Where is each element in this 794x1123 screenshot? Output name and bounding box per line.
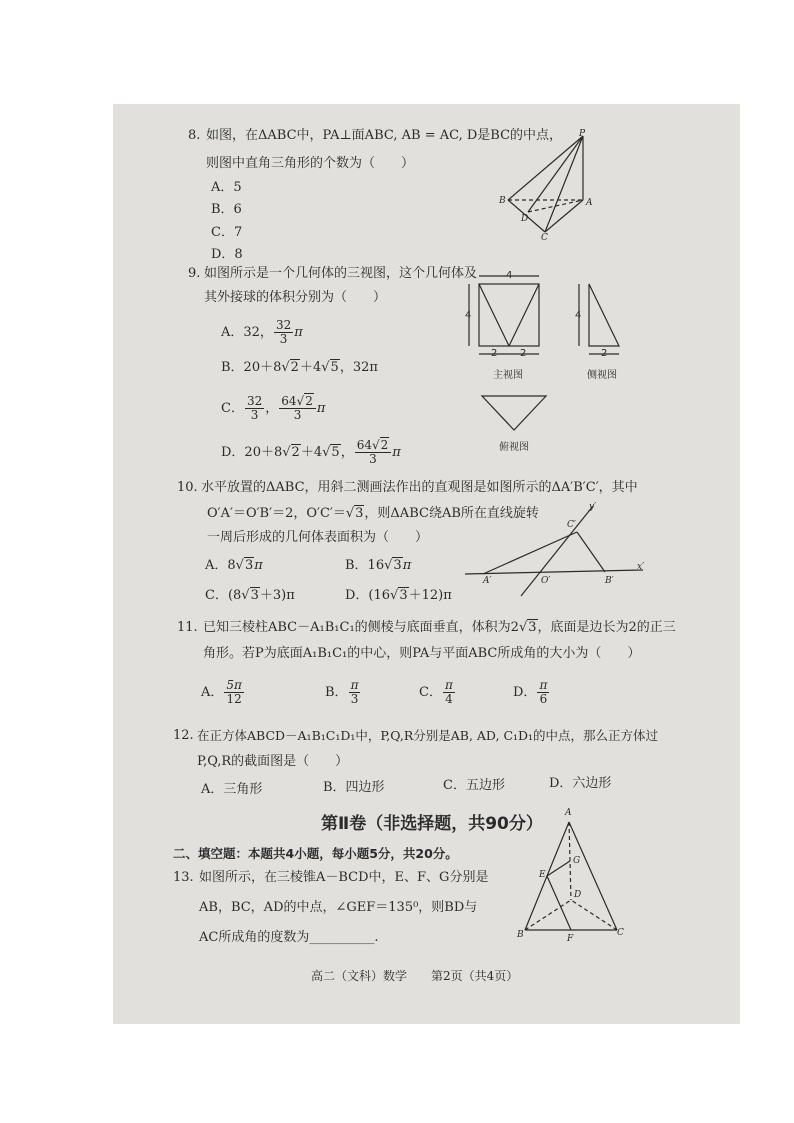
q9-option-c: C． $\frac{32}{3}$ ， $\frac{64√2}{3}$ π (221, 394, 326, 422)
q10-option-b: B．16√3π (345, 558, 412, 573)
q11-line2: 角形。若P为底面A₁B₁C₁的中心，则PA与平面ABC所成角的大小为（ ） (203, 646, 641, 661)
q8-line1: 如图，在ΔABC中，PA⊥面ABC, AB = AC, D是BC的中点， (206, 128, 563, 143)
fill-in-section-header: 二、填空题：本题共4小题，每小题5分，共20分。 (173, 846, 458, 861)
q9-front-left-base-label: 2 (491, 348, 498, 359)
q13-label-e: E (539, 870, 546, 880)
q8-label-b: B (499, 196, 506, 206)
q8-option-a: A．5 (211, 180, 242, 195)
q13-label-f: F (567, 934, 574, 944)
q8-option-c: C．7 (211, 225, 243, 240)
q13-label-c: C (617, 928, 624, 938)
q9-option-d: D．20＋8√2＋4√5， $\frac{64√2}{3}$ π (221, 438, 401, 466)
q9-option-b: B．20＋8√2＋4√5，32π (221, 360, 378, 375)
q13-line3: AC所成角的度数为__________. (199, 930, 379, 945)
q10-line1: 水平放置的ΔABC，用斜二测画法作出的直观图是如图所示的ΔA′B′C′，其中 (201, 480, 638, 495)
q9-front-view (463, 272, 563, 362)
q10-line2: O′A′＝O′B′＝2，O′C′＝√3，则ΔABC绕AB所在直线旋转 (207, 506, 539, 521)
q12-option-c: C．五边形 (443, 778, 505, 793)
q9-number: 9. (188, 266, 201, 281)
q12-option-a: A．三角形 (201, 782, 263, 797)
q8-option-d: D．8 (211, 247, 243, 262)
q9-front-right-base-label: 2 (520, 348, 527, 359)
q10-label-b: B′ (605, 576, 614, 586)
q13-line1: 如图所示，在三棱锥A－BCD中，E、F、G分别是 (199, 870, 489, 885)
q9-side-caption: 侧视图 (587, 370, 617, 381)
q9-top-view (478, 394, 548, 434)
q8-label-c: C (541, 233, 548, 243)
q9-line1: 如图所示是一个几何体的三视图，这个几何体及 (204, 266, 478, 281)
q11-option-a: A． $\frac{5\pi}{12}$ (201, 678, 242, 706)
q8-number: 8. (188, 128, 201, 143)
q8-option-b: B．6 (211, 202, 242, 217)
q9-side-height-label: 4 (575, 310, 582, 321)
q9-top-caption: 俯视图 (499, 442, 529, 453)
q12-option-b: B．四边形 (323, 780, 385, 795)
q12-option-d: D．六边形 (549, 776, 612, 791)
q10-option-d: D．(16√3＋12)π (345, 588, 452, 603)
q13-label-d: D (574, 890, 582, 900)
q10-label-c: C′ (567, 520, 576, 530)
q13-line2: AB，BC，AD的中点，∠GEF＝135⁰，则BD与 (199, 900, 478, 915)
q9-side-base-label: 2 (601, 348, 608, 359)
q13-label-b: B (517, 930, 524, 940)
q12-number: 12. (173, 728, 194, 743)
q10-number: 10. (177, 480, 198, 495)
q9-option-a: A．32， $\frac{32}{3}$ π (221, 318, 303, 346)
q11-number: 11. (177, 620, 198, 635)
q11-option-c: C． $\frac{\pi}{4}$ (419, 678, 453, 706)
q13-tetrahedron-figure (521, 818, 631, 938)
q9-front-caption: 主视图 (493, 370, 523, 381)
q11-option-b: B． $\frac{\pi}{3}$ (325, 678, 359, 706)
q10-label-x: x′ (637, 562, 645, 572)
page-footer: 高二（文科）数学 第2页（共4页） (311, 969, 519, 983)
q10-label-y: y′ (589, 502, 597, 512)
exam-page (113, 104, 740, 1024)
q9-front-width-label: 4 (506, 270, 513, 281)
q12-line1: 在正方体ABCD－A₁B₁C₁D₁中，P,Q,R分别是AB, AD, C₁D₁的中点，那么正方体过 (197, 728, 659, 743)
q10-label-a: A′ (483, 576, 492, 586)
q9-front-height-label: 4 (465, 310, 472, 321)
q8-line2: 则图中直角三角形的个数为（ ） (206, 156, 415, 171)
q10-line3: 一周后形成的几何体表面积为（ ） (207, 530, 429, 545)
q8-pyramid-figure (498, 132, 608, 240)
q10-label-o: O′ (541, 576, 551, 586)
q12-line2: P,Q,R的截面图是（ ） (197, 754, 349, 769)
q8-label-a: A (586, 198, 593, 208)
q11-option-d: D． $\frac{\pi}{6}$ (513, 678, 548, 706)
q9-line2: 其外接球的体积分别为（ ） (204, 290, 387, 305)
q11-line1: 已知三棱柱ABC－A₁B₁C₁的侧棱与底面垂直，体积为2√3，底面是边长为2的正三 (203, 620, 676, 635)
q13-label-g: G (573, 856, 581, 866)
q13-label-a: A (565, 808, 572, 818)
q8-label-p: P (579, 129, 586, 139)
q13-number: 13. (173, 870, 194, 885)
q10-option-a: A．8√3π (205, 558, 263, 573)
q8-label-d: D (521, 214, 529, 224)
section2-title: 第Ⅱ卷（非选择题，共90分） (321, 814, 543, 834)
q10-option-c: C．(8√3＋3)π (205, 588, 295, 603)
